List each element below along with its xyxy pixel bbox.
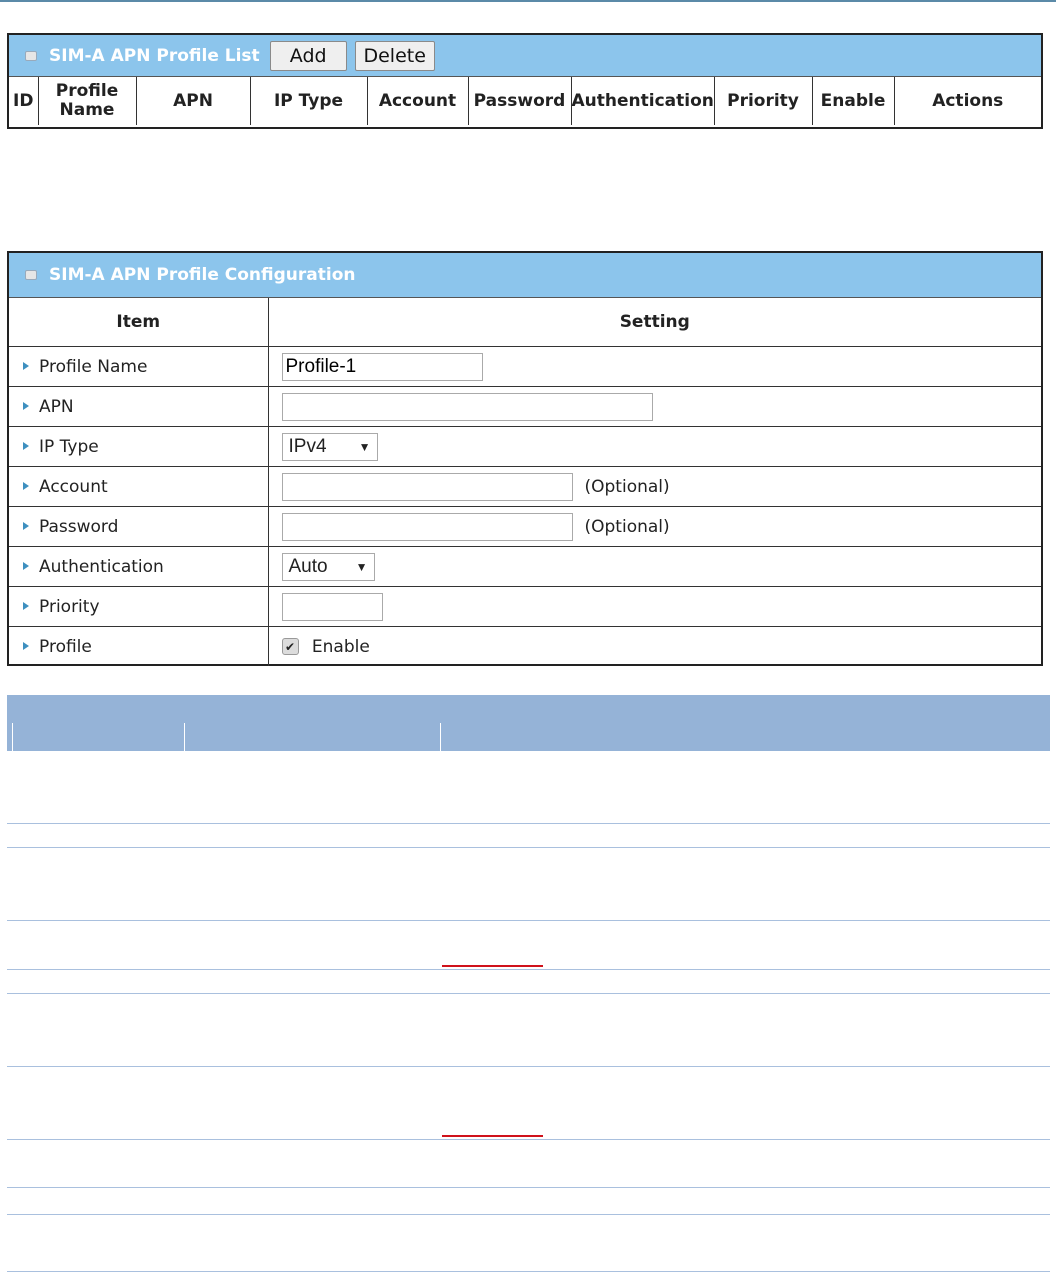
top-divider [0, 0, 1056, 2]
panel-header [9, 35, 1041, 77]
underline-mark [442, 965, 543, 967]
description-table-header [7, 695, 1050, 751]
collapse-icon[interactable] [25, 51, 37, 61]
dropdown-arrow-icon: ▼ [358, 439, 371, 454]
arrow-right-icon [23, 522, 29, 530]
config-row-priority [9, 587, 1041, 627]
column-header-apn: APN [136, 77, 250, 125]
profile-name-input[interactable] [282, 353, 483, 381]
header-divider [184, 723, 185, 751]
authentication-select[interactable] [282, 553, 375, 581]
dropdown-arrow-icon: ▼ [355, 559, 368, 574]
column-header-password: Password [468, 77, 571, 125]
column-header-priority: Priority [714, 77, 812, 125]
apn-profile-configuration-panel [7, 251, 1043, 666]
configuration-table [9, 298, 1041, 666]
column-header-profile-name: Profile Name [38, 77, 136, 125]
delete-button[interactable]: Delete [355, 41, 435, 71]
column-header-account: Account [367, 77, 468, 125]
checkbox-label: Enable [311, 636, 370, 657]
column-header-actions: Actions [932, 90, 1004, 111]
row-label: Authentication [39, 556, 164, 577]
apn-input[interactable] [282, 393, 653, 421]
row-label: IP Type [39, 436, 99, 457]
arrow-right-icon [23, 562, 29, 570]
row-label: APN [39, 396, 74, 417]
column-header-ip-type: IP Type [250, 77, 367, 125]
panel-header [9, 253, 1041, 298]
table-row [7, 824, 1050, 848]
row-label: Password [39, 516, 119, 537]
column-header-authentication: Authentication [571, 77, 714, 125]
arrow-right-icon [23, 602, 29, 610]
table-row [7, 1188, 1050, 1215]
apn-profile-list-panel [7, 33, 1043, 129]
optional-note: (Optional) [584, 516, 670, 537]
table-row [7, 970, 1050, 994]
column-header-item: Item [9, 298, 268, 347]
header-divider [12, 723, 13, 751]
arrow-right-icon [23, 442, 29, 450]
optional-note: (Optional) [584, 476, 670, 497]
table-row [7, 848, 1050, 921]
profile-enable-checkbox[interactable] [282, 638, 299, 655]
collapse-icon[interactable] [25, 270, 37, 280]
arrow-right-icon [23, 482, 29, 490]
config-row-profile-name [9, 347, 1041, 387]
arrow-right-icon [23, 362, 29, 370]
description-table [7, 695, 1050, 1272]
panel-title: SIM-A APN Profile List [49, 45, 260, 66]
selected-value: IPv4 [288, 435, 327, 457]
config-row-ip-type [9, 427, 1041, 467]
column-header-setting: Setting [268, 298, 1041, 347]
column-header-enable: Enable [812, 77, 894, 125]
selected-value: Auto [288, 555, 328, 577]
config-row-account [9, 467, 1041, 507]
password-input[interactable] [282, 513, 573, 541]
priority-input[interactable] [282, 593, 383, 621]
row-label: Profile Name [39, 356, 148, 377]
add-button[interactable]: Add [270, 41, 347, 71]
row-label: Profile [39, 636, 92, 657]
ip-type-select[interactable] [282, 433, 378, 461]
arrow-right-icon [23, 642, 29, 650]
arrow-right-icon [23, 402, 29, 410]
config-row-password [9, 507, 1041, 547]
checkmark-icon: ✔ [284, 639, 296, 654]
table-row [7, 1215, 1050, 1272]
column-header-id: ID [9, 77, 38, 125]
underline-mark [442, 1135, 543, 1137]
header-divider [440, 723, 441, 751]
profile-list-table [9, 77, 1041, 125]
table-row [7, 921, 1050, 970]
table-row [7, 1067, 1050, 1140]
account-input[interactable] [282, 473, 573, 501]
table-row [7, 994, 1050, 1067]
row-label: Priority [39, 596, 100, 617]
config-row-apn [9, 387, 1041, 427]
panel-title: SIM-A APN Profile Configuration [49, 265, 356, 285]
config-row-authentication [9, 547, 1041, 587]
row-label: Account [39, 476, 108, 497]
table-row [7, 1140, 1050, 1188]
table-row [7, 751, 1050, 824]
config-row-profile [9, 627, 1041, 667]
